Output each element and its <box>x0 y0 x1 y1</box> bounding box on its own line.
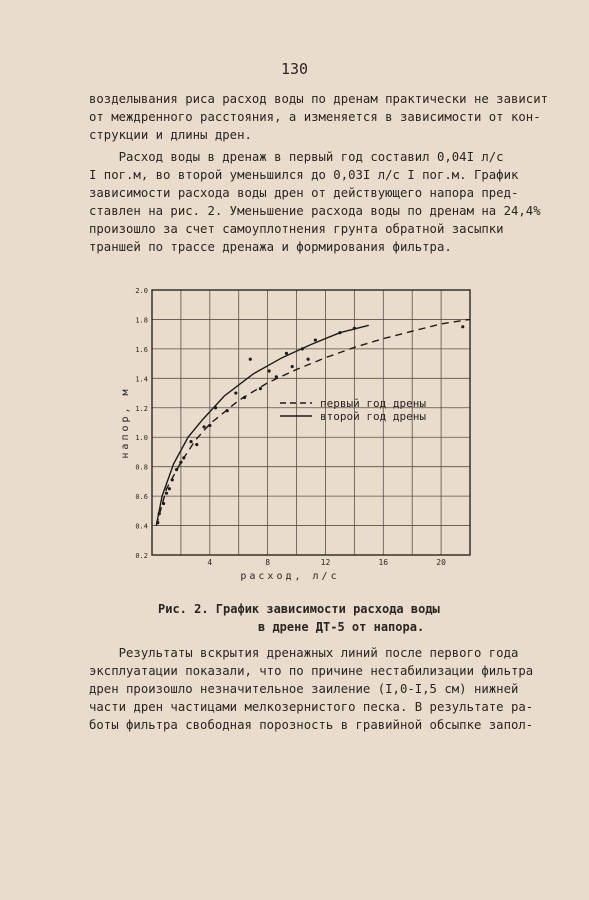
x-tick-label: 8 <box>265 558 271 567</box>
data-point <box>158 512 161 515</box>
data-point <box>353 327 356 330</box>
data-point <box>202 425 205 428</box>
data-point <box>171 478 174 481</box>
data-point <box>234 391 237 394</box>
paragraph-line: ставлен на рис. 2. Уменьшение расхода воды по дренам на 24,4% <box>89 204 541 218</box>
paragraph-line: Расход воды в дренаж в первый год составил 0,04I л/с <box>89 150 504 164</box>
data-point <box>249 358 252 361</box>
data-point <box>162 502 165 505</box>
data-point <box>338 331 341 334</box>
data-point <box>307 358 310 361</box>
paragraph-line: зависимости расхода воды дрен от действующего напора пред- <box>89 186 519 200</box>
data-point <box>259 387 262 390</box>
paragraph-line: струкции и длины дрен. <box>89 128 252 142</box>
y-tick-label: 1.6 <box>135 345 148 354</box>
paragraph-line: произошло за счет самоуплотнения грунта обратной засыпки <box>89 222 504 236</box>
data-point <box>301 347 304 350</box>
chart-legend <box>280 397 426 423</box>
data-point <box>208 424 211 427</box>
y-tick-label: 1.4 <box>135 375 148 384</box>
data-point <box>461 325 464 328</box>
page-number: 130 <box>280 60 309 78</box>
paragraph-line: I пог.м, во второй уменьшился до 0,03I л/с I пог.м. График <box>89 168 519 182</box>
data-point <box>314 338 317 341</box>
data-point <box>168 487 171 490</box>
data-point <box>195 443 198 446</box>
y-tick-label: 0.8 <box>135 463 148 472</box>
chart-axes <box>120 287 470 582</box>
data-point <box>226 409 229 412</box>
data-point <box>267 369 270 372</box>
data-point <box>243 396 246 399</box>
data-point <box>291 365 294 368</box>
figure-caption-line-2: в дрене ДТ-5 от напора. <box>258 620 425 634</box>
y-tick-label: 1.8 <box>135 316 148 325</box>
legend-label-2: второй год дрены <box>320 410 426 423</box>
paragraph-line: траншей по трассе дренажа и формирования фильтра. <box>89 240 452 254</box>
y-tick-label: 0.6 <box>135 493 148 502</box>
x-axis-label: расход, л/с <box>240 571 340 582</box>
data-point <box>179 461 182 464</box>
y-tick-label: 2.0 <box>135 287 148 295</box>
paragraph-line: эксплуатации показали, что по причине нестабилизации фильтра <box>89 664 534 678</box>
data-point <box>285 352 288 355</box>
y-tick-label: 1.0 <box>135 434 148 443</box>
x-tick-label: 12 <box>320 558 331 567</box>
head-discharge-chart <box>0 270 589 610</box>
paragraph-line: боты фильтра свободная порозность в гравийной обсыпке запол- <box>89 718 534 732</box>
data-point <box>189 440 192 443</box>
paragraph-line: от междренного расстояния, а изменяется в зависимости от кон- <box>89 110 541 124</box>
y-tick-label: 1.2 <box>135 404 148 413</box>
x-tick-label: 20 <box>436 558 446 567</box>
paragraph-line: возделывания риса расход воды по дренам практически не зависит <box>89 92 549 106</box>
paragraph-line: дрен произошло незначительное заиление (I,0-I,5 см) нижней <box>89 682 519 696</box>
figure-caption-line-1: Рис. 2. График зависимости расхода воды <box>158 602 440 616</box>
data-point <box>182 456 185 459</box>
legend-label-1: первый год дрены <box>320 397 426 410</box>
data-point <box>275 375 278 378</box>
x-tick-label: 4 <box>207 558 213 567</box>
x-tick-label: 16 <box>378 558 389 567</box>
series-line-2 <box>156 325 368 525</box>
data-point <box>214 406 217 409</box>
y-axis-label: напор, м <box>120 386 131 459</box>
paragraph-line: Результаты вскрытия дренажных линий после первого года <box>89 646 519 660</box>
data-point <box>165 492 168 495</box>
y-tick-label: 0.4 <box>135 522 148 531</box>
data-point <box>175 468 178 471</box>
y-tick-label: 0.2 <box>135 552 148 560</box>
paragraph-line: части дрен частицами мелкозернистого песка. В результате ра- <box>89 700 534 714</box>
